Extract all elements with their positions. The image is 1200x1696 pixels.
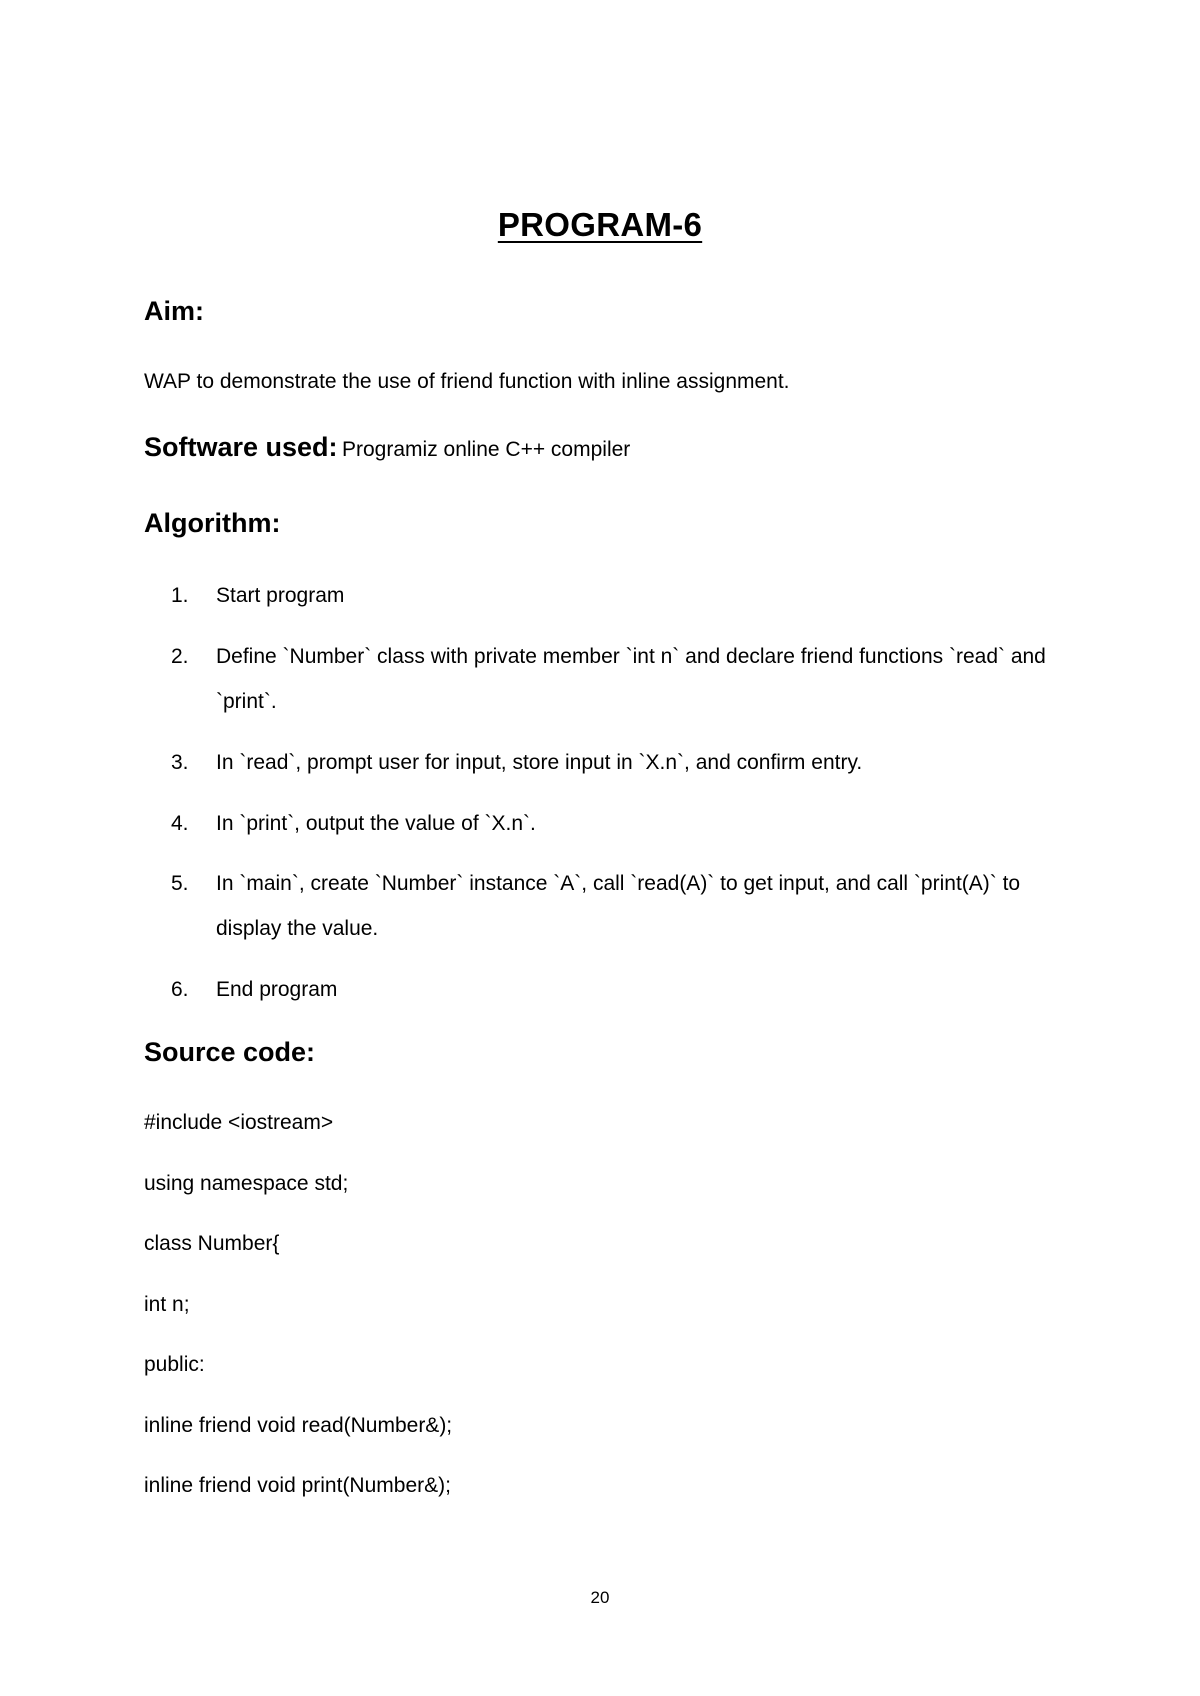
software-label: Software used: bbox=[144, 432, 338, 462]
code-line: int n; bbox=[144, 1293, 190, 1316]
step-text: End program bbox=[216, 978, 338, 1001]
code-line: using namespace std; bbox=[144, 1172, 349, 1195]
step-text: In `read`, prompt user for input, store input in `X.n`, and confirm entry. bbox=[216, 751, 863, 774]
step-number: 1. bbox=[171, 584, 189, 607]
code-line: inline friend void read(Number&); bbox=[144, 1414, 453, 1437]
step-number: 6. bbox=[171, 978, 189, 1001]
step-text: Define `Number` class with private member `int n` and declare friend functions `read` and `print`. bbox=[216, 645, 1046, 713]
algorithm-step bbox=[171, 967, 1071, 1012]
code-line: #include <iostream> bbox=[144, 1111, 334, 1134]
code-line: inline friend void print(Number&); bbox=[144, 1474, 451, 1497]
step-text: In `print`, output the value of `X.n`. bbox=[216, 812, 536, 835]
code-line: class Number{ bbox=[144, 1232, 280, 1255]
software-used bbox=[144, 432, 630, 463]
step-number: 2. bbox=[171, 645, 189, 668]
aim-text: WAP to demonstrate the use of friend function with inline assignment. bbox=[144, 370, 790, 393]
algorithm-step bbox=[171, 861, 1071, 951]
step-number: 5. bbox=[171, 872, 189, 895]
page-number: 20 bbox=[590, 1588, 610, 1607]
page-title: PROGRAM-6 bbox=[497, 206, 703, 243]
algorithm-step bbox=[171, 634, 1071, 724]
step-number: 3. bbox=[171, 751, 189, 774]
source-code-heading: Source code: bbox=[144, 1037, 316, 1067]
algorithm-step bbox=[171, 740, 1071, 785]
software-value: Programiz online C++ compiler bbox=[342, 438, 631, 461]
algorithm-heading: Algorithm: bbox=[144, 508, 281, 538]
algorithm-step bbox=[171, 801, 1071, 846]
code-line: public: bbox=[144, 1353, 205, 1376]
step-text: In `main`, create `Number` instance `A`, call `read(A)` to get input, and call `print(A)` to display the value. bbox=[216, 872, 1021, 940]
algorithm-step bbox=[171, 573, 1071, 618]
aim-heading: Aim: bbox=[144, 296, 204, 326]
step-number: 4. bbox=[171, 812, 189, 835]
step-text: Start program bbox=[216, 584, 345, 607]
